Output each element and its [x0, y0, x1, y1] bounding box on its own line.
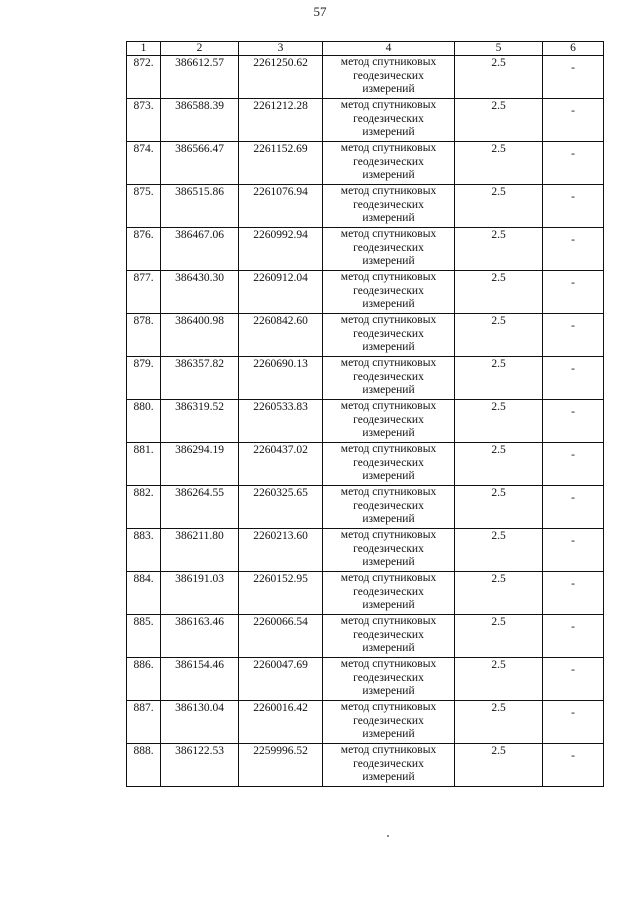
- coordinate-y-cell: 2261152.69: [239, 142, 323, 185]
- table-row: [127, 486, 604, 529]
- point-number-cell: 872.: [127, 56, 161, 99]
- table-row: [127, 142, 604, 185]
- method-line: метод спутниковых: [340, 314, 437, 326]
- table-row: [127, 572, 604, 615]
- method-line: измерений: [362, 642, 415, 654]
- coordinate-y-cell: 2261212.28: [239, 99, 323, 142]
- coordinate-y-cell: 2261076.94: [239, 185, 323, 228]
- method-line: измерений: [362, 212, 415, 224]
- table-row: [127, 658, 604, 701]
- note-cell: -: [543, 228, 604, 271]
- method-line: метод спутниковых: [340, 701, 437, 713]
- method-cell: [323, 572, 455, 615]
- coordinate-y-cell: 2260690.13: [239, 357, 323, 400]
- point-number-cell: 888.: [127, 744, 161, 787]
- table-row: [127, 400, 604, 443]
- method-line: геодезических: [353, 671, 424, 684]
- method-line: геодезических: [353, 241, 424, 254]
- coordinate-x-cell: 386430.30: [161, 271, 239, 314]
- coordinate-x-cell: 386515.86: [161, 185, 239, 228]
- note-cell: -: [543, 744, 604, 787]
- method-line: геодезических: [353, 284, 424, 297]
- method-line: измерений: [362, 685, 415, 697]
- method-line: метод спутниковых: [340, 486, 437, 498]
- point-number-cell: 885.: [127, 615, 161, 658]
- method-cell: [323, 314, 455, 357]
- method-cell: [323, 615, 455, 658]
- point-number-cell: 887.: [127, 701, 161, 744]
- coordinate-x-cell: 386566.47: [161, 142, 239, 185]
- method-line: геодезических: [353, 456, 424, 469]
- header-cell: 6: [543, 42, 604, 56]
- accuracy-cell: 2.5: [455, 615, 543, 658]
- table-row: [127, 357, 604, 400]
- method-cell: [323, 701, 455, 744]
- coordinate-x-cell: 386154.46: [161, 658, 239, 701]
- coordinate-x-cell: 386612.57: [161, 56, 239, 99]
- method-line: геодезических: [353, 413, 424, 426]
- point-number-cell: 875.: [127, 185, 161, 228]
- table-row: [127, 185, 604, 228]
- note-cell: -: [543, 486, 604, 529]
- coordinate-x-cell: 386130.04: [161, 701, 239, 744]
- point-number-cell: 880.: [127, 400, 161, 443]
- page-number: 57: [313, 4, 327, 19]
- method-line: геодезических: [353, 499, 424, 512]
- coordinate-y-cell: 2260047.69: [239, 658, 323, 701]
- method-line: метод спутниковых: [340, 615, 437, 627]
- method-cell: [323, 443, 455, 486]
- note-cell: -: [543, 357, 604, 400]
- method-line: измерений: [362, 513, 415, 525]
- method-cell: [323, 228, 455, 271]
- accuracy-cell: 2.5: [455, 271, 543, 314]
- accuracy-cell: 2.5: [455, 572, 543, 615]
- table-row: [127, 56, 604, 99]
- coordinate-y-cell: 2260152.95: [239, 572, 323, 615]
- point-number-cell: 886.: [127, 658, 161, 701]
- coordinate-y-cell: 2260437.02: [239, 443, 323, 486]
- method-line: геодезических: [353, 585, 424, 598]
- method-line: метод спутниковых: [340, 572, 437, 584]
- method-line: измерений: [362, 341, 415, 353]
- method-cell: [323, 185, 455, 228]
- point-number-cell: 876.: [127, 228, 161, 271]
- point-number-cell: 877.: [127, 271, 161, 314]
- table-row: [127, 271, 604, 314]
- header-cell: 2: [161, 42, 239, 56]
- coordinate-y-cell: 2260842.60: [239, 314, 323, 357]
- coordinate-y-cell: 2260912.04: [239, 271, 323, 314]
- method-cell: [323, 744, 455, 787]
- method-line: геодезических: [353, 327, 424, 340]
- accuracy-cell: 2.5: [455, 314, 543, 357]
- table-row: [127, 314, 604, 357]
- coordinate-x-cell: 386191.03: [161, 572, 239, 615]
- coordinate-y-cell: 2260992.94: [239, 228, 323, 271]
- method-line: метод спутниковых: [340, 400, 437, 412]
- method-line: геодезических: [353, 628, 424, 641]
- header-cell: 1: [127, 42, 161, 56]
- method-cell: [323, 142, 455, 185]
- note-cell: -: [543, 400, 604, 443]
- accuracy-cell: 2.5: [455, 744, 543, 787]
- accuracy-cell: 2.5: [455, 99, 543, 142]
- method-cell: [323, 486, 455, 529]
- note-cell: -: [543, 314, 604, 357]
- table-row: [127, 529, 604, 572]
- accuracy-cell: 2.5: [455, 357, 543, 400]
- method-line: измерений: [362, 470, 415, 482]
- accuracy-cell: 2.5: [455, 529, 543, 572]
- note-cell: -: [543, 443, 604, 486]
- point-number-cell: 882.: [127, 486, 161, 529]
- table-row: [127, 99, 604, 142]
- note-cell: -: [543, 142, 604, 185]
- method-cell: [323, 99, 455, 142]
- method-line: геодезических: [353, 757, 424, 770]
- method-line: геодезических: [353, 198, 424, 211]
- point-number-cell: 874.: [127, 142, 161, 185]
- accuracy-cell: 2.5: [455, 443, 543, 486]
- header-cell: 3: [239, 42, 323, 56]
- method-cell: [323, 658, 455, 701]
- method-line: измерений: [362, 169, 415, 181]
- method-line: измерений: [362, 126, 415, 138]
- coordinate-x-cell: 386122.53: [161, 744, 239, 787]
- method-line: геодезических: [353, 542, 424, 555]
- point-number-cell: 873.: [127, 99, 161, 142]
- accuracy-cell: 2.5: [455, 658, 543, 701]
- note-cell: -: [543, 99, 604, 142]
- method-cell: [323, 271, 455, 314]
- method-line: измерений: [362, 255, 415, 267]
- coordinate-x-cell: 386400.98: [161, 314, 239, 357]
- accuracy-cell: 2.5: [455, 185, 543, 228]
- coordinate-y-cell: 2260213.60: [239, 529, 323, 572]
- coordinate-x-cell: 386319.52: [161, 400, 239, 443]
- method-line: измерений: [362, 556, 415, 568]
- method-line: метод спутниковых: [340, 744, 437, 756]
- method-line: метод спутниковых: [340, 658, 437, 670]
- method-line: геодезических: [353, 714, 424, 727]
- coordinate-y-cell: 2260325.65: [239, 486, 323, 529]
- table-row: [127, 744, 604, 787]
- coordinate-y-cell: 2261250.62: [239, 56, 323, 99]
- method-line: метод спутниковых: [340, 443, 437, 455]
- point-number-cell: 878.: [127, 314, 161, 357]
- method-cell: [323, 357, 455, 400]
- coordinate-x-cell: 386264.55: [161, 486, 239, 529]
- note-cell: -: [543, 185, 604, 228]
- table-row: [127, 701, 604, 744]
- point-number-cell: 879.: [127, 357, 161, 400]
- method-line: метод спутниковых: [340, 185, 437, 197]
- method-line: измерений: [362, 728, 415, 740]
- method-line: геодезических: [353, 155, 424, 168]
- method-cell: [323, 56, 455, 99]
- coordinate-x-cell: 386588.39: [161, 99, 239, 142]
- method-line: метод спутниковых: [340, 142, 437, 154]
- method-line: измерений: [362, 384, 415, 396]
- coordinate-x-cell: 386211.80: [161, 529, 239, 572]
- method-line: геодезических: [353, 69, 424, 82]
- coordinate-y-cell: 2260533.83: [239, 400, 323, 443]
- coordinate-y-cell: 2260066.54: [239, 615, 323, 658]
- coordinate-x-cell: 386467.06: [161, 228, 239, 271]
- coordinate-x-cell: 386163.46: [161, 615, 239, 658]
- note-cell: -: [543, 529, 604, 572]
- coordinate-y-cell: 2260016.42: [239, 701, 323, 744]
- coordinates-table: [126, 41, 604, 787]
- method-line: геодезических: [353, 370, 424, 383]
- method-line: метод спутниковых: [340, 529, 437, 541]
- method-line: метод спутниковых: [340, 228, 437, 240]
- method-line: метод спутниковых: [340, 357, 437, 369]
- accuracy-cell: 2.5: [455, 142, 543, 185]
- coordinate-x-cell: 386357.82: [161, 357, 239, 400]
- method-cell: [323, 529, 455, 572]
- method-line: метод спутниковых: [340, 271, 437, 283]
- accuracy-cell: 2.5: [455, 56, 543, 99]
- point-number-cell: 884.: [127, 572, 161, 615]
- point-number-cell: 881.: [127, 443, 161, 486]
- coordinate-x-cell: 386294.19: [161, 443, 239, 486]
- method-cell: [323, 400, 455, 443]
- accuracy-cell: 2.5: [455, 486, 543, 529]
- table-row: [127, 615, 604, 658]
- accuracy-cell: 2.5: [455, 400, 543, 443]
- scan-speck: [387, 835, 389, 837]
- method-line: измерений: [362, 771, 415, 783]
- note-cell: -: [543, 56, 604, 99]
- coordinate-y-cell: 2259996.52: [239, 744, 323, 787]
- method-line: метод спутниковых: [340, 99, 437, 111]
- method-line: измерений: [362, 599, 415, 611]
- note-cell: -: [543, 572, 604, 615]
- method-line: измерений: [362, 427, 415, 439]
- table-row: [127, 228, 604, 271]
- note-cell: -: [543, 615, 604, 658]
- point-number-cell: 883.: [127, 529, 161, 572]
- table-header-row: [127, 42, 604, 56]
- note-cell: -: [543, 658, 604, 701]
- method-line: геодезических: [353, 112, 424, 125]
- method-line: метод спутниковых: [340, 56, 437, 68]
- accuracy-cell: 2.5: [455, 228, 543, 271]
- note-cell: -: [543, 271, 604, 314]
- note-cell: -: [543, 701, 604, 744]
- header-cell: 5: [455, 42, 543, 56]
- table-body: [127, 56, 604, 787]
- method-line: измерений: [362, 298, 415, 310]
- method-line: измерений: [362, 83, 415, 95]
- table-row: [127, 443, 604, 486]
- accuracy-cell: 2.5: [455, 701, 543, 744]
- header-cell: 4: [323, 42, 455, 56]
